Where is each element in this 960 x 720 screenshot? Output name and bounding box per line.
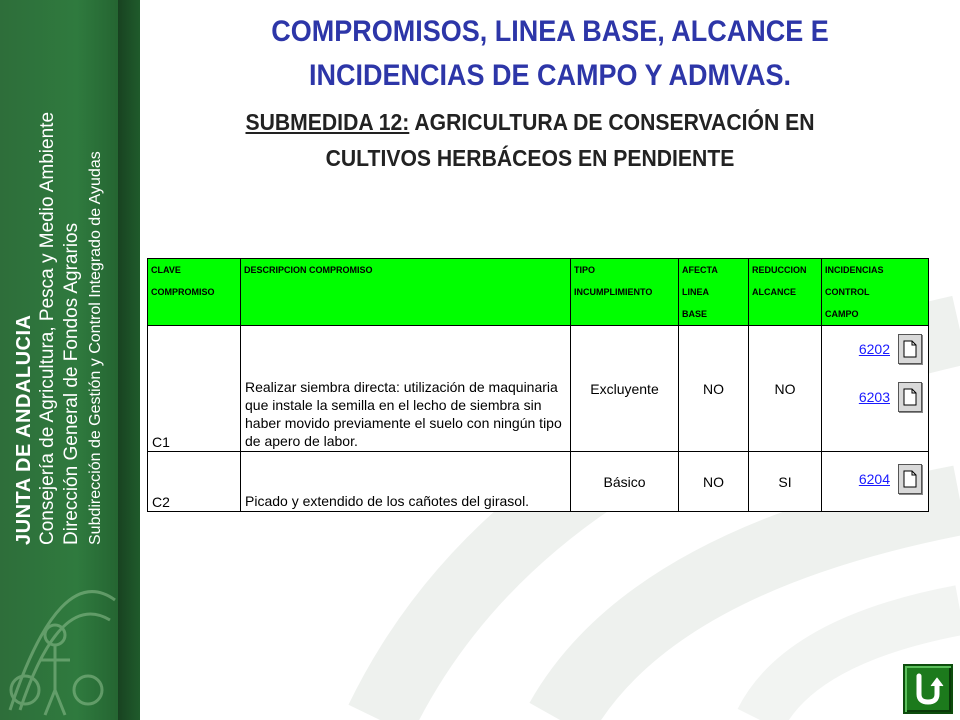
document-icon[interactable]	[898, 464, 922, 494]
table-header-row	[148, 259, 929, 326]
page-title-line-1: COMPROMISOS, LINEA BASE, ALCANCE E	[271, 15, 829, 48]
incidence-item	[824, 382, 922, 412]
directorate-name: Dirección General de Fondos Agrarios	[61, 222, 82, 545]
organization-name: JUNTA DE ANDALUCIA	[13, 314, 35, 545]
andalucia-emblem-icon	[0, 540, 120, 720]
cell-incidencias	[822, 452, 929, 512]
cell-clave: C1	[148, 326, 241, 452]
cell-descripcion: Picado y extendido de los cañotes del girasol.	[241, 452, 571, 512]
incidence-link-6203[interactable]: 6203	[858, 389, 890, 405]
header-clave: CLAVE COMPROMISO	[148, 259, 241, 326]
incidence-item	[824, 464, 922, 494]
submeasure-code: SUBMEDIDA 12:	[245, 109, 410, 135]
page-subtitle-line-2: CULTIVOS HERBÁCEOS EN PENDIENTE	[325, 145, 735, 171]
header-reduccion: REDUCCION ALCANCE	[749, 259, 822, 326]
cell-tipo: Básico	[571, 452, 679, 512]
incidence-link-6202[interactable]: 6202	[858, 341, 890, 357]
document-icon[interactable]	[898, 334, 922, 364]
cell-reduccion: NO	[749, 326, 822, 452]
commitments-table	[147, 258, 929, 512]
incidence-link-6204[interactable]: 6204	[858, 471, 890, 487]
table-row	[148, 452, 929, 512]
cell-incidencias	[822, 326, 929, 452]
sidebar-text	[12, 0, 132, 545]
return-arrow-icon	[911, 672, 945, 706]
page-title	[217, 10, 883, 98]
cell-tipo: Excluyente	[571, 326, 679, 452]
cell-descripcion: Realizar siembra directa: utilización de maquinaria que instale la semilla en el lecho de siembra sin haber movido previamente el suelo con ningún tipo de apero de labor.	[241, 326, 571, 452]
cell-afecta: NO	[679, 326, 749, 452]
header-descripcion: DESCRIPCION COMPROMISO	[241, 259, 571, 326]
incidence-item	[824, 334, 922, 364]
header-afecta: AFECTA LINEA BASE	[679, 259, 749, 326]
page-subtitle-line-1	[190, 104, 871, 140]
submeasure-name-part-1: AGRICULTURA DE CONSERVACIÓN EN	[409, 109, 815, 135]
department-name: Consejería de Agricultura, Pesca y Medio Ambiente	[37, 111, 58, 545]
cell-clave: C2	[148, 452, 241, 512]
document-icon[interactable]	[898, 382, 922, 412]
return-button[interactable]	[903, 664, 953, 714]
sidebar-shadow	[118, 0, 140, 720]
page-title-line-2: INCIDENCIAS DE CAMPO Y ADMVAS.	[308, 59, 792, 92]
cell-afecta: NO	[679, 452, 749, 512]
table-row	[148, 326, 929, 452]
subdirectorate-name: Subdirección de Gestión y Control Integrado de Ayudas	[87, 151, 104, 545]
cell-reduccion: SI	[749, 452, 822, 512]
header-incidencias: INCIDENCIAS CONTROL CAMPO	[822, 259, 929, 326]
page-subtitle	[190, 104, 871, 176]
header-tipo: TIPO INCUMPLIMIENTO	[571, 259, 679, 326]
